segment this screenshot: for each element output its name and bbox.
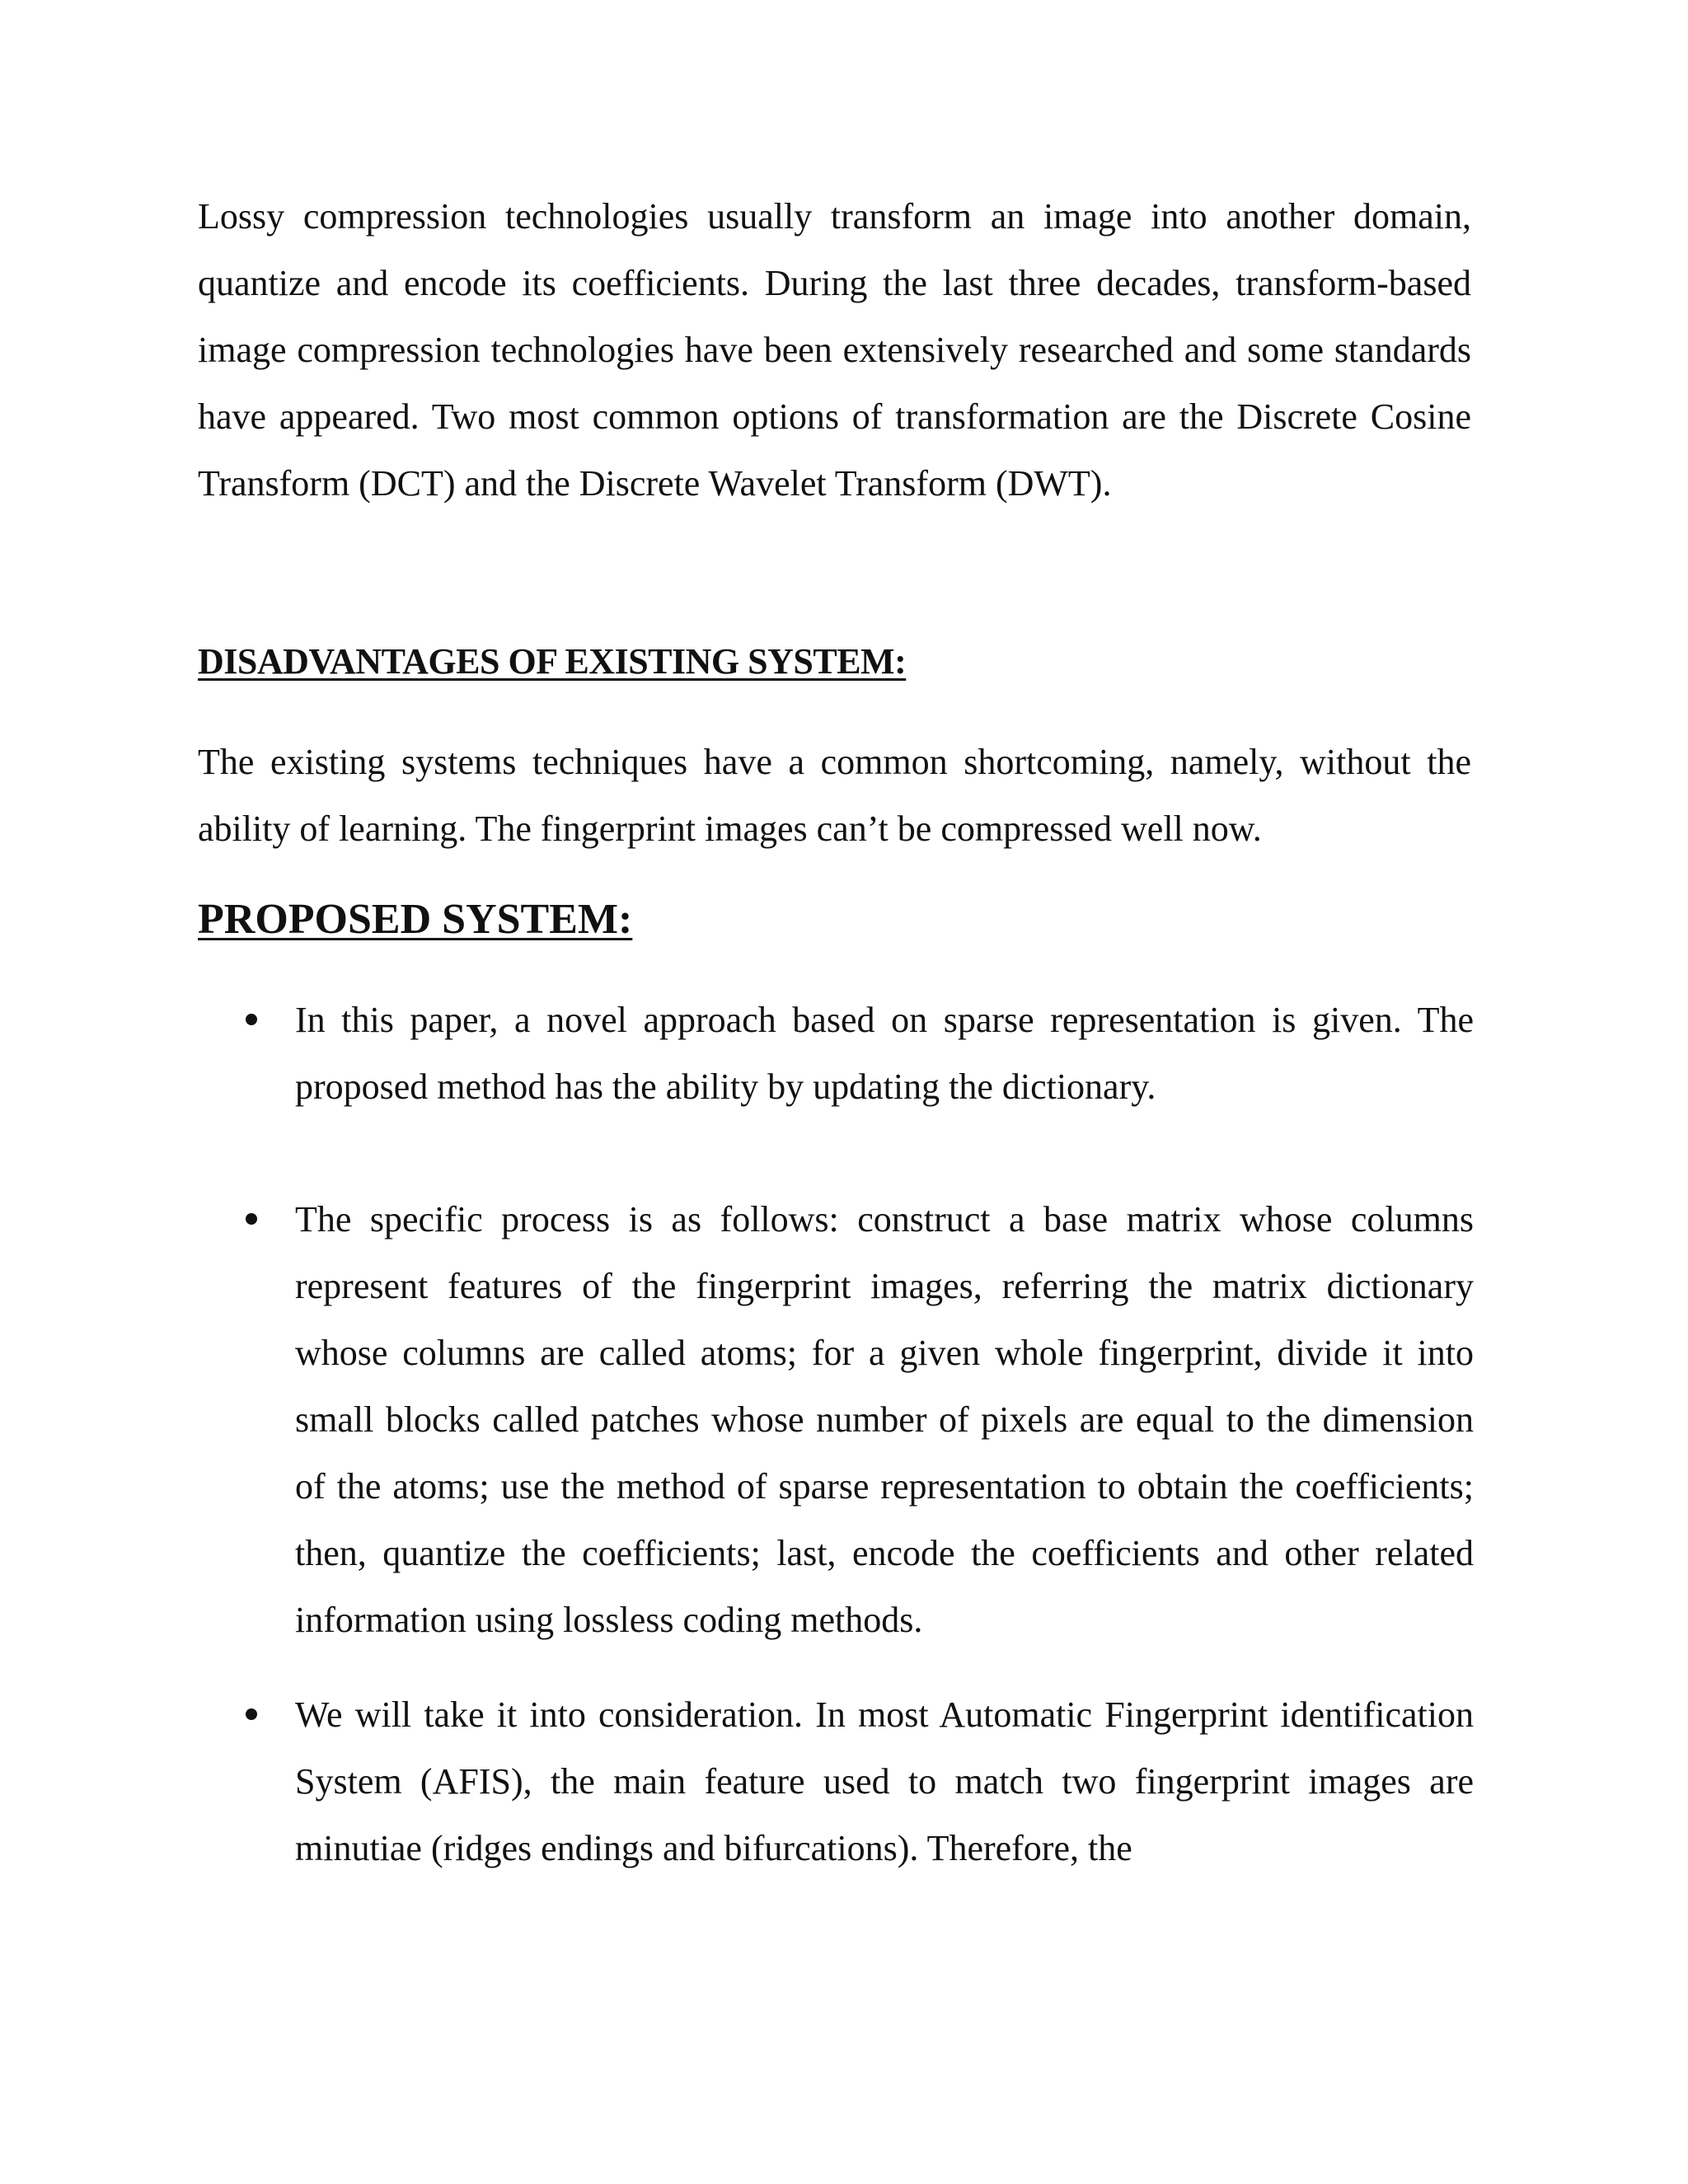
bullet-dot-icon: [246, 1708, 257, 1720]
disadvantages-paragraph: The existing systems techniques have a common shortcoming, namely, without the ability of learning. The fingerprint images can’t be compressed well now.: [198, 742, 1471, 849]
proposed-system-heading: PROPOSED SYSTEM:: [198, 896, 633, 943]
bullet-dot-icon: [246, 1014, 257, 1025]
disadvantages-heading: DISADVANTAGES OF EXISTING SYSTEM:: [198, 641, 907, 682]
proposed-bullet-item: [246, 1186, 1474, 1653]
proposed-bullet-text: We will take it into consideration. In most Automatic Fingerprint identification System (AFIS), the main feature used to match two fingerprint images are minutiae (ridges endings and bifurcations). Therefore, the: [295, 1694, 1474, 1868]
proposed-bullet-item: [246, 1681, 1474, 1882]
bullet-dot-icon: [246, 1213, 257, 1225]
proposed-bullet-text: The specific process is as follows: construct a base matrix whose columns represent features of the fingerprint images, referring the matrix dictionary whose columns are called atoms; for a given whole fingerprint, divide it into small blocks called patches whose number of pixels are equal to the dimension of the atoms; use the method of sparse representation to obtain the coefficients; then, quantize the coefficients; last, encode the coefficients and other related information using lossless coding methods.: [295, 1199, 1474, 1640]
proposed-bullet-text: In this paper, a novel approach based on sparse representation is given. The proposed method has the ability by updating the dictionary.: [295, 1000, 1474, 1107]
proposed-bullet-item: [246, 987, 1474, 1120]
intro-paragraph: Lossy compression technologies usually transform an image into another domain, quantize and encode its coefficients. During the last three decades, transform-based image compression technologies have been extensively researched and some standards have appeared. Two most common options of transformation are the Discrete Cosine Transform (DCT) and the Discrete Wavelet Transform (DWT).: [198, 196, 1471, 504]
